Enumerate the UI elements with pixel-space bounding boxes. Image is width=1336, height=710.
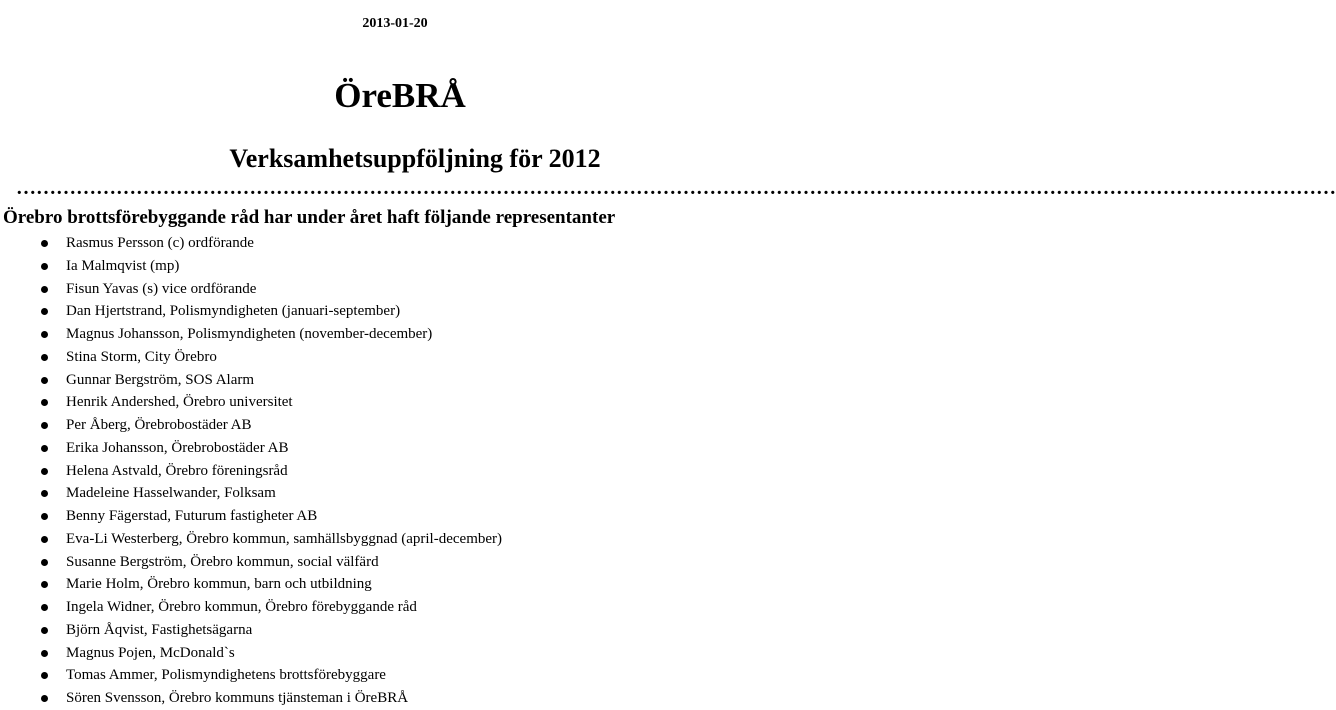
bullet-icon	[41, 308, 48, 315]
member-name: Dan Hjertstrand, Polismyndigheten (januari-september)	[66, 303, 401, 320]
member-name: Madeleine Hasselwander, Folksam	[66, 485, 276, 502]
bullet-icon	[41, 536, 48, 543]
bullet-icon	[41, 468, 48, 475]
member-name: Fisun Yavas (s) vice ordförande	[66, 280, 257, 297]
list-item	[0, 391, 502, 414]
member-name: Magnus Pojen, McDonald`s	[66, 644, 235, 661]
bullet-icon	[41, 377, 48, 384]
bullet-icon	[41, 490, 48, 497]
bullet-icon	[41, 422, 48, 429]
member-name: Per Åberg, Örebrobostäder AB	[66, 417, 252, 433]
list-item	[0, 414, 502, 437]
document-subtitle: Verksamhetsuppföljning för 2012	[229, 144, 601, 173]
member-name: Rasmus Persson (c) ordförande	[66, 235, 254, 251]
dotted-separator: ………………………………………………………………………………………………………………………………………………………………………………	[16, 177, 1336, 199]
bullet-icon	[41, 263, 48, 270]
member-name: Magnus Johansson, Polismyndigheten (november-december)	[66, 326, 433, 342]
document-title: ÖreBRÅ	[334, 76, 466, 115]
member-name: Henrik Andershed, Örebro universitet	[66, 394, 293, 411]
member-name: Stina Storm, City Örebro	[66, 348, 217, 365]
list-item	[0, 346, 502, 369]
list-item	[0, 687, 502, 710]
list-item	[0, 278, 502, 301]
member-name: Björn Åqvist, Fastighetsägarna	[66, 621, 253, 638]
list-item	[0, 505, 502, 528]
document-date: 2013-01-20	[362, 16, 428, 31]
member-name: Susanne Bergström, Örebro kommun, social välfärd	[66, 553, 379, 570]
bullet-icon	[41, 240, 48, 247]
list-item	[0, 596, 502, 619]
list-item	[0, 369, 502, 392]
list-item	[0, 323, 502, 346]
list-item	[0, 482, 502, 505]
member-name: Gunnar Bergström, SOS Alarm	[66, 371, 255, 388]
bullet-icon	[41, 650, 48, 657]
list-item	[0, 437, 502, 460]
bullet-icon	[41, 354, 48, 361]
member-name: Helena Astvald, Örebro föreningsråd	[66, 462, 288, 479]
list-item	[0, 664, 502, 687]
member-name: Benny Fägerstad, Futurum fastigheter AB	[66, 508, 318, 524]
member-name: Marie Holm, Örebro kommun, barn och utbildning	[66, 576, 372, 593]
bullet-icon	[41, 286, 48, 293]
member-name: Ingela Widner, Örebro kommun, Örebro förebyggande råd	[66, 599, 417, 615]
list-item	[0, 619, 502, 642]
bullet-icon	[41, 604, 48, 611]
member-name: Ia Malmqvist (mp)	[66, 257, 180, 274]
bullet-icon	[41, 331, 48, 338]
member-name: Eva-Li Westerberg, Örebro kommun, samhällsbyggnad (april-december)	[66, 530, 503, 547]
list-item	[0, 642, 502, 665]
bullet-icon	[41, 445, 48, 452]
bullet-icon	[41, 399, 48, 406]
list-item	[0, 528, 502, 551]
bullet-icon	[41, 627, 48, 634]
member-name: Tomas Ammer, Polismyndighetens brottsförebyggare	[66, 667, 386, 684]
member-name: Erika Johansson, Örebrobostäder AB	[66, 439, 289, 456]
list-item	[0, 232, 502, 255]
bullet-icon	[41, 695, 48, 702]
member-list	[0, 232, 502, 710]
member-name: Sören Svensson, Örebro kommuns tjänsteman i ÖreBRÅ	[66, 690, 409, 706]
bullet-icon	[41, 513, 48, 520]
bullet-icon	[41, 672, 48, 679]
list-item	[0, 460, 502, 483]
list-item	[0, 573, 502, 596]
list-item	[0, 255, 502, 278]
section-heading: Örebro brottsförebyggande råd har under året haft följande representanter	[3, 207, 616, 228]
bullet-icon	[41, 581, 48, 588]
list-item	[0, 300, 502, 323]
bullet-icon	[41, 559, 48, 566]
list-item	[0, 551, 502, 574]
